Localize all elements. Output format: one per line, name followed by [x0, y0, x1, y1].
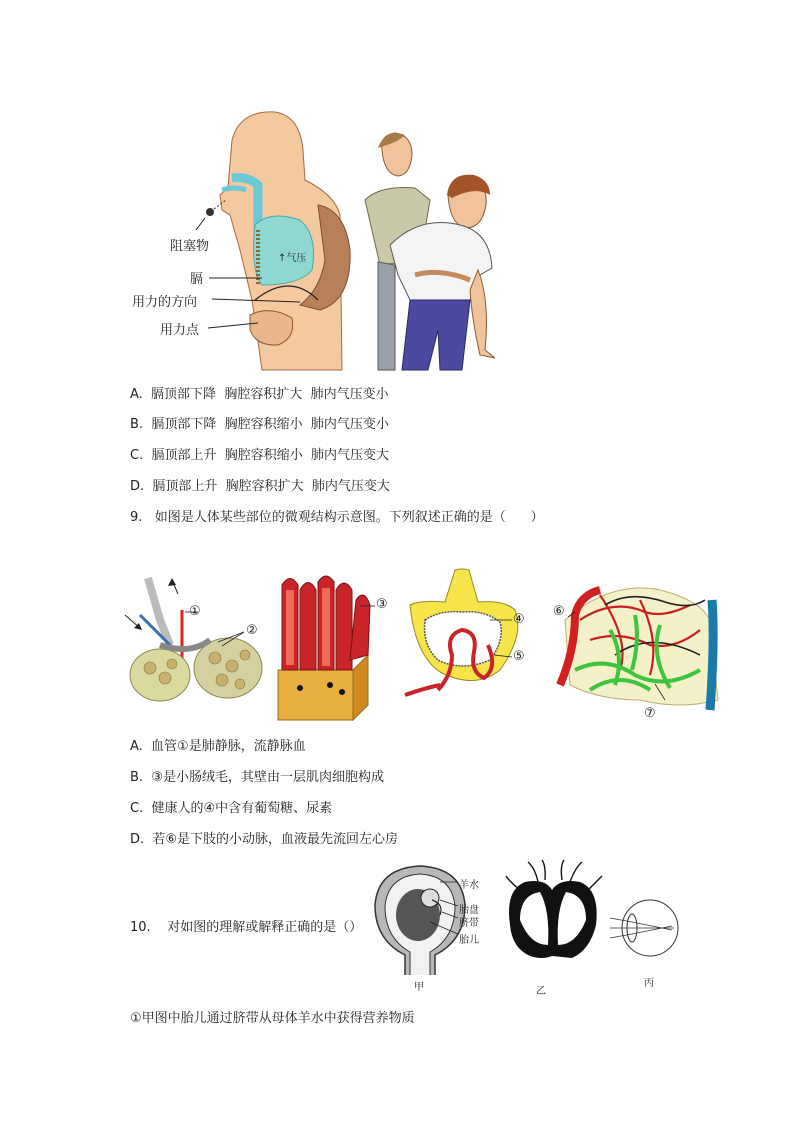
- q9-option-d: D. 若⑥是下肢的小动脉，血液最先流回左心房: [130, 832, 399, 847]
- label-force-direction: 用力的方向: [132, 295, 198, 310]
- label-fetus: 胎儿: [459, 935, 479, 946]
- marker-6: ⑥: [553, 604, 565, 619]
- q9-stem: 9. 如图是人体某些部位的微观结构示意图。下列叙述正确的是（ ）: [130, 510, 544, 525]
- marker-1: ①: [189, 604, 201, 619]
- label-diaphragm: 膈: [190, 272, 204, 287]
- q9-option-a: A. 血管①是肺静脉，流静脉血: [130, 739, 306, 754]
- q10-statement-1: ①甲图中胎儿通过脐带从母体羊水中获得营养物质: [130, 1011, 415, 1026]
- label-force-point: 用力点: [160, 323, 200, 338]
- label-amniotic-fluid: 羊水: [459, 880, 479, 891]
- q10-stem: 10. 对如图的理解或解释正确的是（）: [130, 920, 363, 935]
- label-placenta: 胎盘: [459, 905, 479, 916]
- marker-7: ⑦: [644, 706, 656, 721]
- marker-2: ②: [246, 623, 258, 638]
- marker-3: ③: [376, 597, 388, 612]
- q9-option-b: B. ③是小肠绒毛，其壁由一层肌肉细胞构成: [130, 770, 384, 785]
- q9-option-c: C. 健康人的④中含有葡萄糖、尿素: [130, 801, 333, 816]
- q8-option-c: C. 膈顶部上升 胸腔容积缩小 肺内气压变大: [130, 448, 390, 463]
- label-air-pressure: ↑气压: [278, 253, 307, 264]
- marker-5: ⑤: [513, 649, 525, 664]
- label-obstruction: 阻塞物: [170, 239, 210, 254]
- label-umbilical-cord: 脐带: [459, 918, 479, 929]
- q8-option-d: D. 膈顶部上升 胸腔容积扩大 肺内气压变大: [130, 479, 390, 494]
- q8-option-b: B. 膈顶部下降 胸腔容积缩小 肺内气压变小: [130, 417, 389, 432]
- q10-illustrations: [0, 860, 794, 980]
- label-jia: 甲: [414, 982, 424, 993]
- heimlich-illustration: [0, 0, 794, 380]
- q8-option-a: A. 膈顶部下降 胸腔容积扩大 肺内气压变小: [130, 387, 389, 402]
- label-bing: 丙: [644, 978, 654, 989]
- label-yi: 乙: [536, 986, 546, 997]
- arrow-up-icon: ↑: [278, 253, 287, 264]
- micro-structures-illustration: [0, 560, 794, 760]
- marker-4: ④: [513, 612, 525, 627]
